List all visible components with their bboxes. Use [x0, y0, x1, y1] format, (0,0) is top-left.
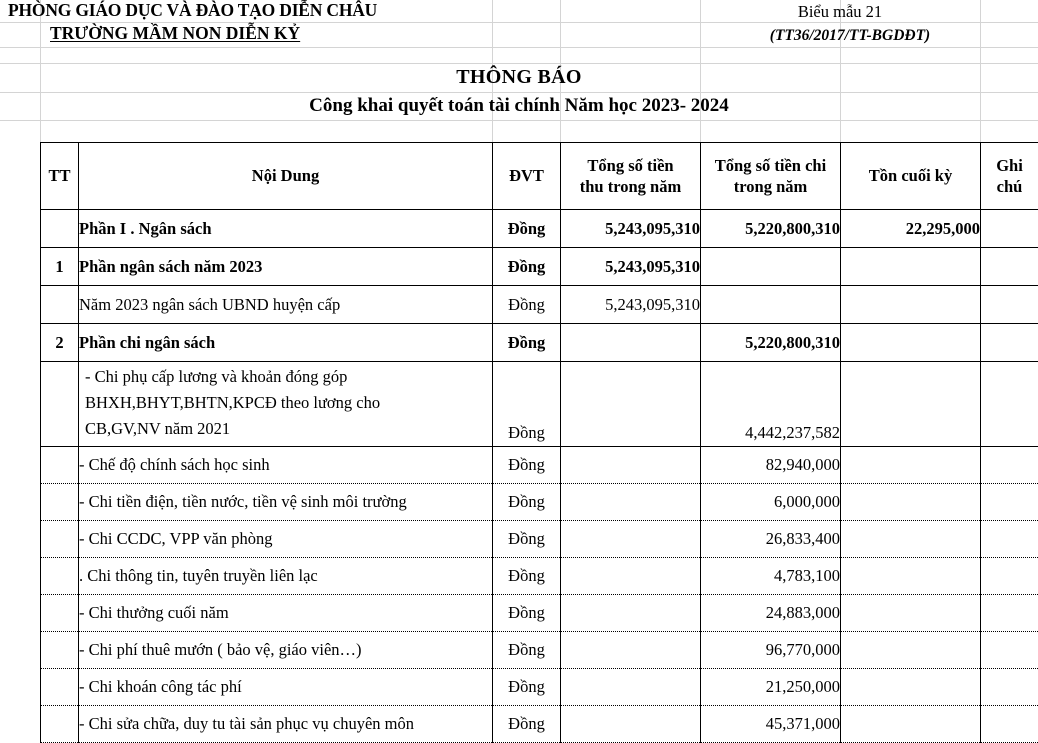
row-income: 5,243,095,310 [561, 286, 701, 324]
row-label: Năm 2023 ngân sách UBND huyện cấp [79, 286, 493, 324]
row-unit: Đồng [493, 669, 561, 706]
finance-table [40, 142, 1038, 743]
row-note [981, 362, 1038, 447]
row-expense: 82,940,000 [701, 447, 841, 484]
row-note [981, 595, 1038, 632]
table-row [41, 521, 1038, 558]
row-unit [493, 712, 561, 740]
row-label-lines [79, 364, 492, 442]
row-unit: Đồng [493, 706, 561, 743]
row-income [561, 558, 701, 595]
row-expense [701, 712, 841, 740]
grid-row-line [0, 63, 1038, 64]
row-note [981, 324, 1038, 362]
row-balance [841, 712, 981, 740]
row-unit: Đồng [493, 248, 561, 286]
table-row [41, 558, 1038, 595]
row-note [981, 286, 1038, 324]
school-name: TRƯỜNG MẦM NON DIỄN KỶ [50, 23, 300, 44]
row-index [41, 558, 79, 595]
row-index [41, 632, 79, 669]
row-income [561, 669, 701, 706]
row-expense: 4,783,100 [701, 558, 841, 595]
row-balance [841, 632, 981, 669]
grid-row-line [0, 47, 1038, 48]
row-unit: Đồng [493, 286, 561, 324]
row-balance [841, 286, 981, 324]
row-expense: 96,770,000 [701, 632, 841, 669]
row-note [981, 484, 1038, 521]
column-header-notes-line1: Ghi [996, 156, 1023, 175]
row-income [561, 362, 701, 447]
table-row [41, 324, 1038, 362]
table-row [41, 362, 1038, 447]
row-balance [841, 324, 981, 362]
row-income: 5,243,095,310 [561, 248, 701, 286]
row-label: . Chi thông tin, tuyên truyền liên lạc [79, 558, 493, 595]
row-label [79, 362, 493, 447]
row-note [981, 632, 1038, 669]
row-label-line-2: BHXH,BHYT,BHTN,KPCĐ theo lương cho [85, 390, 492, 416]
row-income [561, 712, 701, 740]
row-note [981, 712, 1038, 740]
row-index: 2 [41, 324, 79, 362]
circular-reference: (TT36/2017/TT-BGDĐT) [700, 27, 1000, 45]
row-label-line-3: CB,GV,NV năm 2021 [85, 416, 492, 442]
row-unit: Đồng [493, 558, 561, 595]
row-index [41, 595, 79, 632]
row-index [41, 712, 79, 740]
column-header-closing-balance: Tồn cuối kỳ [841, 143, 981, 210]
row-label: - Chi phí thuê mướn ( bảo vệ, giáo viên…) [79, 632, 493, 669]
form-number: Biểu mẫu 21 [700, 2, 980, 22]
page-title: THÔNG BÁO [0, 66, 1038, 89]
row-balance [841, 484, 981, 521]
row-index [41, 362, 79, 447]
row-unit: Đồng [493, 632, 561, 669]
department-name: PHÒNG GIÁO DỤC VÀ ĐÀO TẠO DIỄN CHÂU [8, 0, 377, 21]
row-label: Phần chi ngân sách [79, 324, 493, 362]
row-balance [841, 521, 981, 558]
row-expense: 45,371,000 [701, 706, 841, 743]
table-row [41, 632, 1038, 669]
row-income [561, 521, 701, 558]
row-unit: Đồng [493, 521, 561, 558]
row-balance [841, 595, 981, 632]
row-income [561, 484, 701, 521]
row-expense: 4,442,237,582 [701, 362, 841, 447]
table-row [41, 248, 1038, 286]
table-row [41, 286, 1038, 324]
table-row [41, 447, 1038, 484]
row-income: 5,243,095,310 [561, 210, 701, 248]
column-header-expense-line2: trong năm [734, 177, 808, 196]
column-header-income-line2: thu trong năm [580, 177, 681, 196]
row-unit: Đồng [493, 484, 561, 521]
row-label: - Chi khoán công tác phí [79, 669, 493, 706]
row-balance [841, 447, 981, 484]
row-index [41, 669, 79, 706]
column-header-expense-line1: Tổng số tiền chi [715, 156, 826, 175]
row-unit: Đồng [493, 210, 561, 248]
row-index [41, 210, 79, 248]
row-unit: Đồng [493, 595, 561, 632]
row-index [41, 286, 79, 324]
row-note [981, 669, 1038, 706]
row-balance [841, 362, 981, 447]
table-row [41, 210, 1038, 248]
row-income [561, 632, 701, 669]
table-header-row [41, 143, 1038, 210]
row-expense [701, 248, 841, 286]
row-income [561, 324, 701, 362]
clipped-row-table [40, 712, 1038, 740]
row-note [981, 210, 1038, 248]
row-expense: 5,220,800,310 [701, 210, 841, 248]
column-header-income-line1: Tổng số tiền [587, 156, 673, 175]
column-header-notes-line2: chú [997, 177, 1023, 196]
column-header-total-expense [701, 143, 841, 210]
row-label: - Chi sửa chữa, duy tu tài sản phục vụ chuyên môn [79, 706, 493, 743]
grid-row-line [0, 92, 1038, 93]
row-expense: 24,883,000 [701, 595, 841, 632]
table-row [41, 669, 1038, 706]
grid-row-line [0, 120, 1038, 121]
row-balance [841, 248, 981, 286]
table-row [41, 484, 1038, 521]
row-unit: Đồng [493, 324, 561, 362]
row-expense: 5,220,800,310 [701, 324, 841, 362]
row-index [41, 484, 79, 521]
row-balance [841, 558, 981, 595]
row-label [79, 712, 493, 740]
row-label: Phần ngân sách năm 2023 [79, 248, 493, 286]
row-expense [701, 286, 841, 324]
row-unit: Đồng [493, 362, 561, 447]
row-unit: Đồng [493, 447, 561, 484]
clipped-row-container [40, 712, 1038, 740]
row-note [981, 521, 1038, 558]
column-header-dvt: ĐVT [493, 143, 561, 210]
row-label: - Chế độ chính sách học sinh [79, 447, 493, 484]
row-expense: 26,833,400 [701, 521, 841, 558]
row-note [981, 447, 1038, 484]
table-row [41, 595, 1038, 632]
column-header-noidung: Nội Dung [79, 143, 493, 210]
row-index [41, 447, 79, 484]
row-income [561, 595, 701, 632]
row-index: 1 [41, 248, 79, 286]
row-balance [841, 669, 981, 706]
row-label: - Chi thưởng cuối năm [79, 595, 493, 632]
column-header-total-income [561, 143, 701, 210]
row-label: - Chi CCDC, VPP văn phòng [79, 521, 493, 558]
row-label: - Chi tiền điện, tiền nước, tiền vệ sinh môi trường [79, 484, 493, 521]
row-balance: 22,295,000 [841, 210, 981, 248]
column-header-tt: TT [41, 143, 79, 210]
row-income [561, 447, 701, 484]
row-index [41, 521, 79, 558]
column-header-notes [981, 143, 1038, 210]
page-subtitle: Công khai quyết toán tài chính Năm học 2023- 2024 [0, 95, 1038, 117]
row-expense: 6,000,000 [701, 484, 841, 521]
table-row [41, 712, 1038, 740]
row-note [981, 248, 1038, 286]
row-label: Phần I . Ngân sách [79, 210, 493, 248]
row-note [981, 558, 1038, 595]
row-expense: 21,250,000 [701, 669, 841, 706]
row-label-line-1: - Chi phụ cấp lương và khoản đóng góp [85, 364, 492, 390]
